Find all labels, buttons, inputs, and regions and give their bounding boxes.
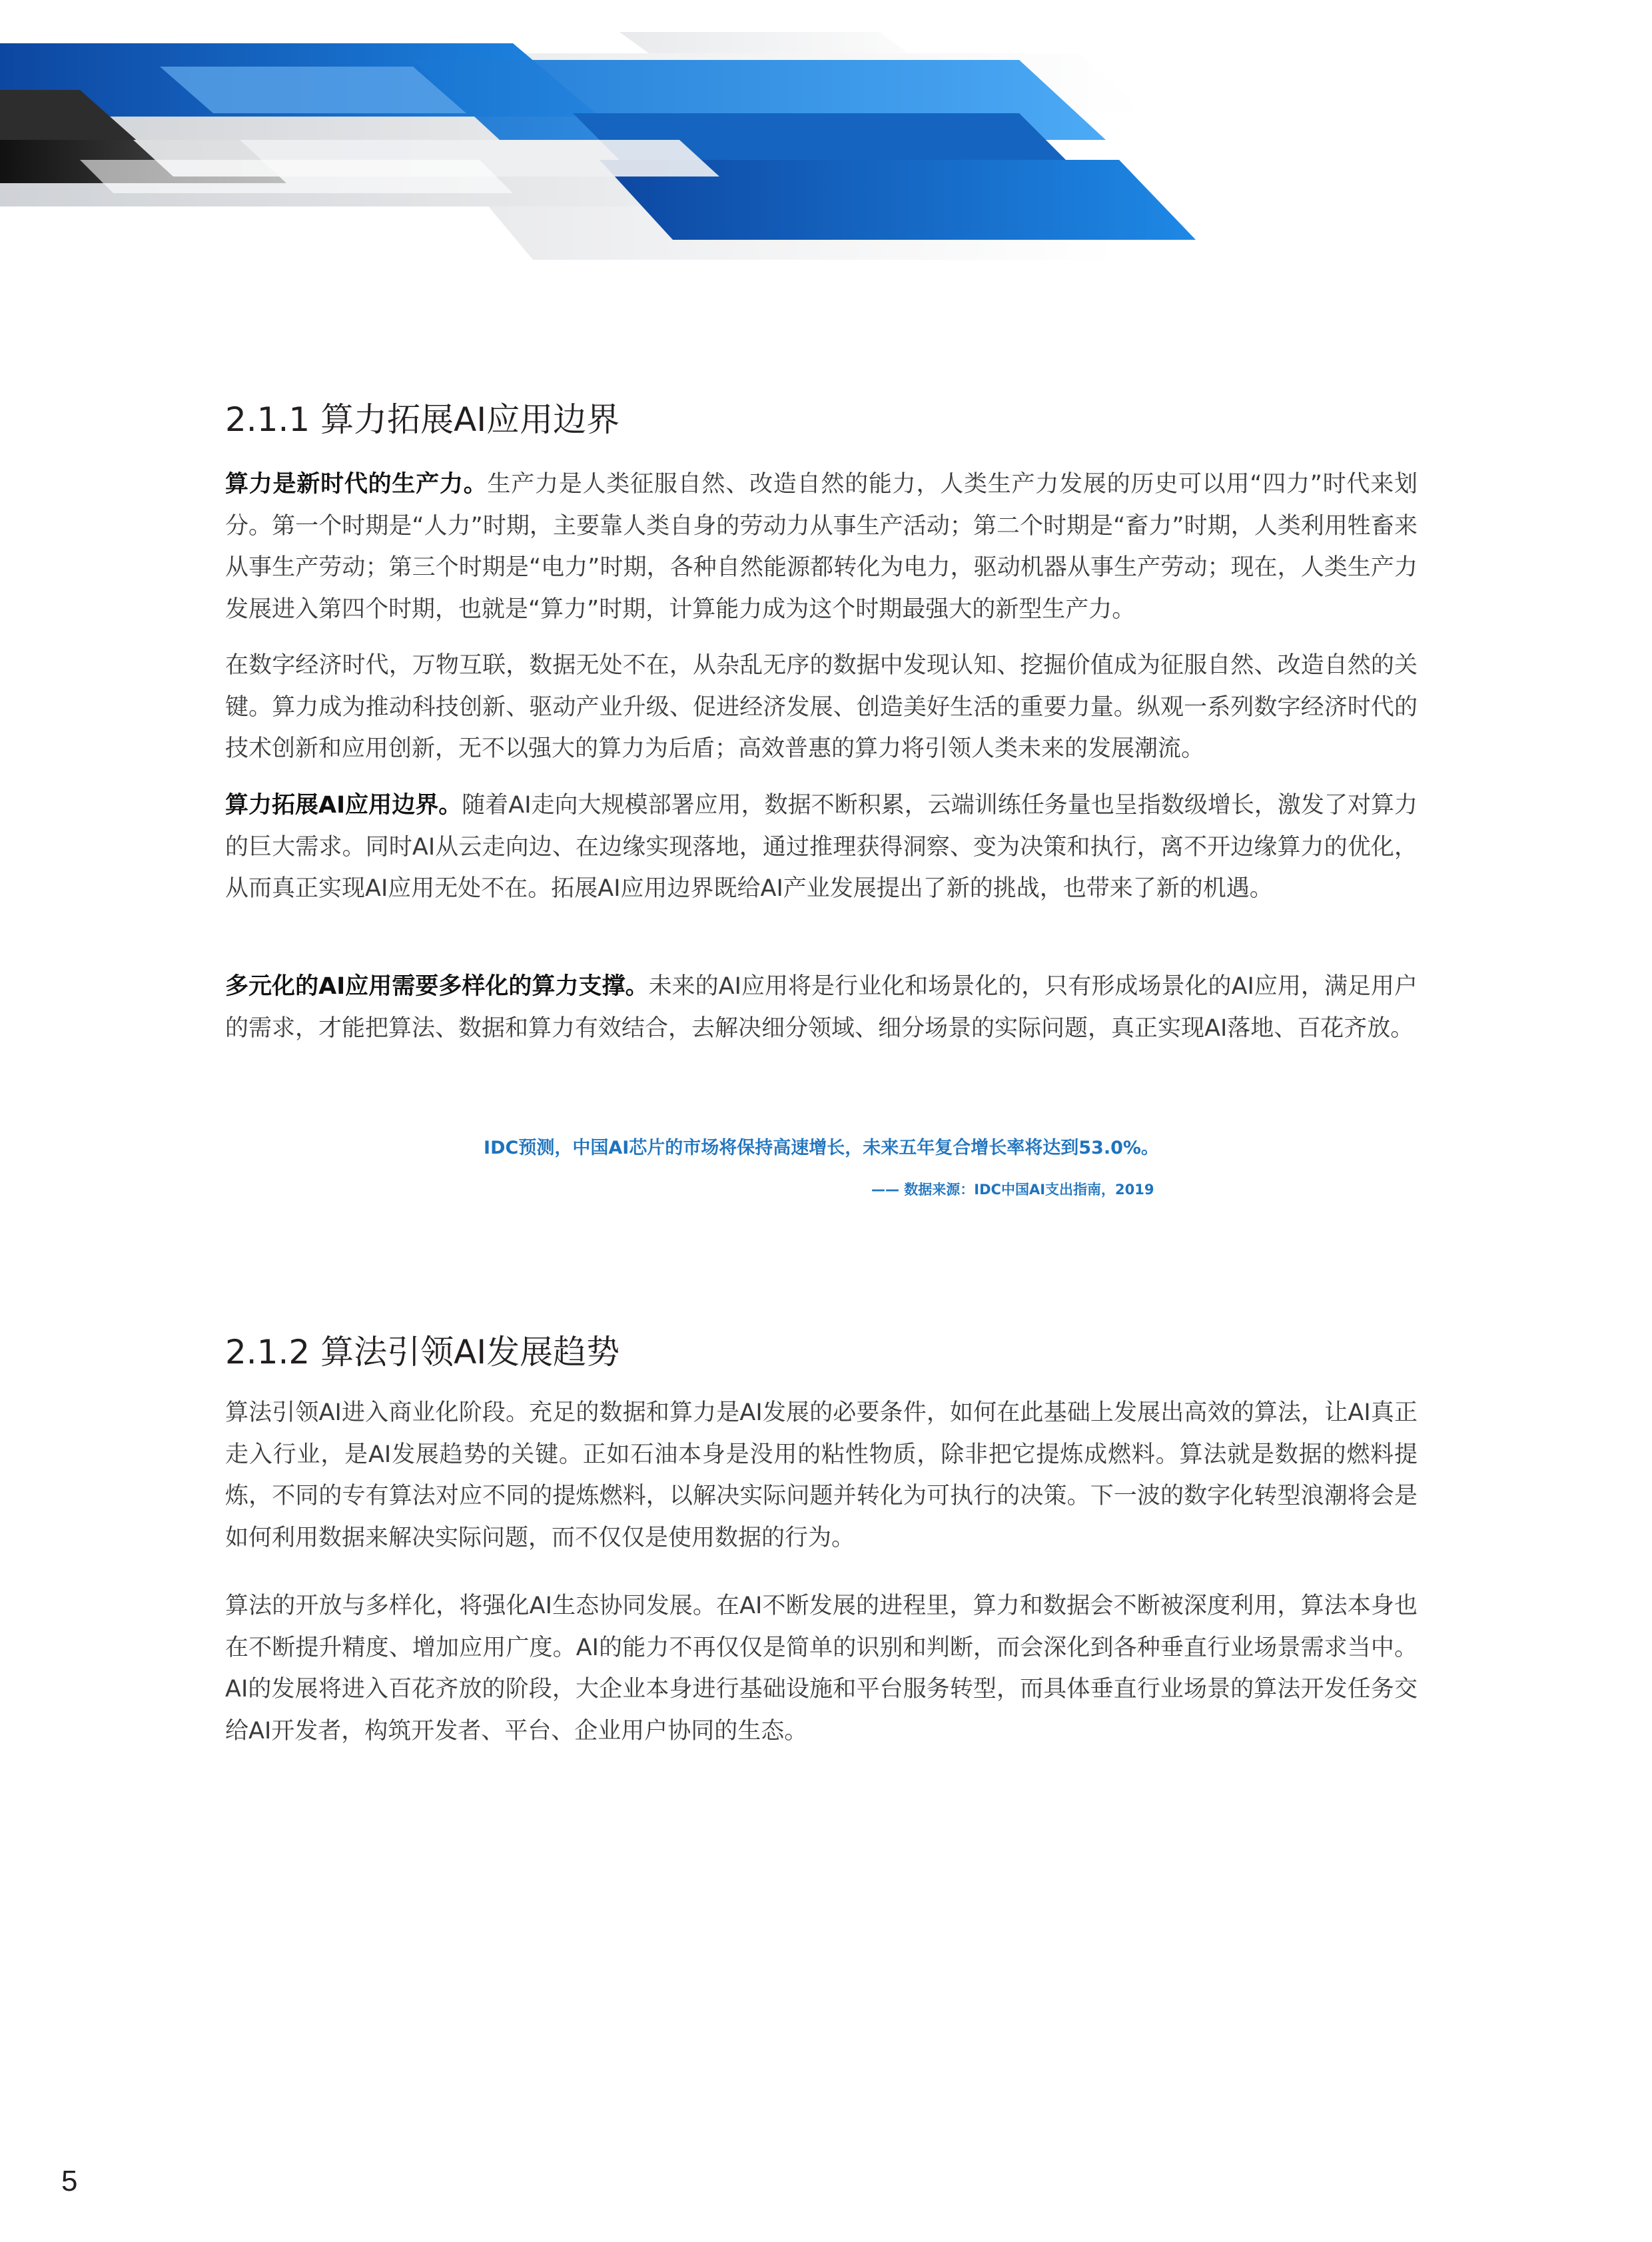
paragraph-lead: 算力拓展AI应用边界。 [225, 792, 462, 819]
paragraph-ai-application-boundary [225, 785, 1418, 910]
paragraph-diverse-computing [225, 966, 1418, 1049]
paragraph-body: 随着AI走向大规模部署应用，数据不断积累，云端训练任务量也呈指数级增长，激发了对算力的巨大需求。同时AI从云走向边、在边缘实现落地，通过推理获得洞察、变为决策和执行，离不开边缘算力的优化，从而真正实现AI应用无处不在。拓展AI应用边界既给AI产业发展提出了新的挑战，也带来了新的机遇。 [225, 792, 1418, 902]
quote-source: —— 数据来源：IDC中国AI支出指南，2019 [871, 1182, 1154, 1198]
section-title-2-1-2: 2.1.2 算法引领AI发展趋势 [225, 1333, 620, 1371]
paragraph-body: 未来的AI应用将是行业化和场景化的，只有形成场景化的AI应用，满足用户的需求，才能把算法、数据和算力有效结合，去解决细分领域、细分场景的实际问题，真正实现AI落地、百花齐放。 [225, 973, 1418, 1042]
header-banner-graphic [0, 0, 1199, 266]
paragraph-body: 算法的开放与多样化，将强化AI生态协同发展。在AI不断发展的进程里，算力和数据会不断被深度利用，算法本身也在不断提升精度、增加应用广度。AI的能力不再仅仅是简单的识别和判断，而会深化到各种垂直行业场景需求当中。AI的发展将进入百花齐放的阶段，大企业本身进行基础设施和平台服务转型，而具体垂直行业场景的算法开发任务交给AI开发者，构筑开发者、平台、企业用户协同的生态。 [225, 1593, 1418, 1744]
paragraph-algorithm-ecosystem [225, 1585, 1418, 1752]
paragraph-body: 在数字经济时代，万物互联，数据无处不在，从杂乱无序的数据中发现认知、挖掘价值成为征服自然、改造自然的关键。算力成为推动科技创新、驱动产业升级、促进经济发展、创造美好生活的重要力量。纵观一系列数字经济时代的技术创新和应用创新，无不以强大的算力为后盾；高效普惠的算力将引领人类未来的发展潮流。 [225, 652, 1418, 762]
paragraph-lead: 算力是新时代的生产力。 [225, 471, 488, 498]
paragraph-body: 生产力是人类征服自然、改造自然的能力，人类生产力发展的历史可以用“四力”时代来划分。第一个时期是“人力”时期，主要靠人类自身的劳动力从事生产活动；第二个时期是“畜力”时期，人类利用牲畜来从事生产劳动；第三个时期是“电力”时期，各种自然能源都转化为电力，驱动机器从事生产劳动；现在，人类生产力发展进入第四个时期，也就是“算力”时期，计算能力成为这个时期最强大的新型生产力。 [225, 471, 1418, 623]
paragraph-body: 算法引领AI进入商业化阶段。充足的数据和算力是AI发展的必要条件，如何在此基础上发展出高效的算法，让AI真正走入行业，是AI发展趋势的关键。正如石油本身是没用的粘性物质，除非把它提炼成燃料。算法就是数据的燃料提炼，不同的专有算法对应不同的提炼燃料，以解决实际问题并转化为可执行的决策。下一波的数字化转型浪潮将会是如何利用数据来解决实际问题，而不仅仅是使用数据的行为。 [225, 1399, 1418, 1551]
paragraph-lead: 多元化的AI应用需要多样化的算力支撑。 [225, 973, 649, 1000]
paragraph-digital-economy [225, 645, 1418, 770]
quote-text: IDC预测，中国AI芯片的市场将保持高速增长，未来五年复合增长率将达到53.0%。 [484, 1138, 1159, 1158]
paragraph-algorithm-commercialization [225, 1392, 1418, 1559]
section-title-2-1-1: 2.1.1 算力拓展AI应用边界 [225, 400, 620, 439]
idc-quote [225, 1134, 1418, 1163]
paragraph-computing-power-productivity [225, 464, 1418, 630]
page-number: 5 [61, 2165, 78, 2197]
